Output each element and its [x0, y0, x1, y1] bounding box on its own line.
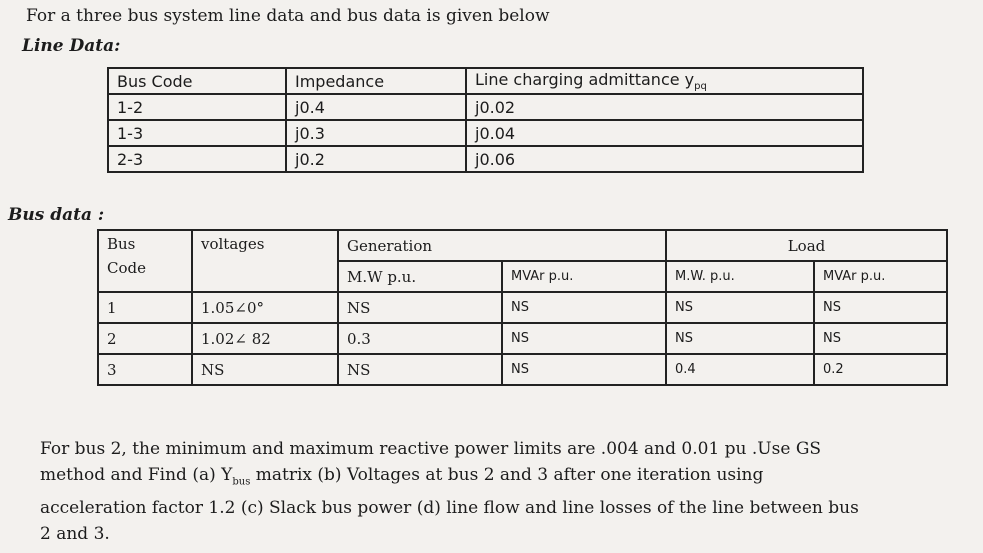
column-header-gen-mvar: MVAr p.u. [502, 261, 666, 292]
question-line: For bus 2, the minimum and maximum reactive power limits are .004 and 0.01 pu .Use GS [40, 439, 822, 459]
bus-data-table [97, 229, 948, 386]
cell-load-mw: 0.4 [666, 354, 814, 385]
cell-bus: 2 [98, 323, 192, 354]
line-charging-label: Line charging admittance y [475, 69, 695, 89]
cell-load-mw: NS [666, 323, 814, 354]
table-row [98, 292, 947, 323]
column-header-generation: Generation [338, 230, 666, 261]
line-data-table [107, 67, 864, 173]
cell-gen-mw: NS [338, 354, 502, 385]
bus-data-heading: Bus data : [8, 205, 105, 225]
question-line-part: method and Find (a) Y [40, 465, 233, 485]
table-header-row [108, 68, 863, 94]
cell-gen-mvar: NS [502, 354, 666, 385]
column-header-bus-code [98, 230, 192, 292]
question-line [40, 462, 970, 495]
cell-admittance: j0.06 [466, 146, 863, 172]
cell-voltage: NS [192, 354, 338, 385]
cell-bus-code: 1-3 [108, 120, 286, 146]
cell-gen-mw: NS [338, 292, 502, 323]
pq-subscript: pq [694, 81, 707, 93]
table-header-row [98, 230, 947, 261]
cell-impedance: j0.3 [286, 120, 466, 146]
question-line-part: matrix (b) Voltages at bus 2 and 3 after one iteration using [250, 465, 764, 485]
cell-bus-code: 1-2 [108, 94, 286, 120]
header-code: Code [107, 259, 146, 277]
table-row [108, 94, 863, 120]
question-line: 2 and 3. [40, 524, 110, 545]
cell-load-mvar: NS [814, 323, 947, 354]
header-bus: Bus [107, 235, 136, 253]
cell-gen-mw: 0.3 [338, 323, 502, 354]
cell-voltage: 1.05∠0° [192, 292, 338, 323]
column-header-load-mvar: MVAr p.u. [814, 261, 947, 292]
column-header-gen-mw: M.W p.u. [338, 261, 502, 292]
cell-load-mvar: NS [814, 292, 947, 323]
line-data-heading: Line Data: [22, 36, 121, 56]
cell-load-mvar: 0.2 [814, 354, 947, 385]
cell-admittance: j0.02 [466, 94, 863, 120]
cell-impedance: j0.4 [286, 94, 466, 120]
cell-impedance: j0.2 [286, 146, 466, 172]
question-text [40, 436, 970, 547]
cell-bus: 1 [98, 292, 192, 323]
column-header-impedance: Impedance [286, 68, 466, 94]
column-header-voltages: voltages [192, 230, 338, 292]
table-row [98, 354, 947, 385]
table-row [108, 146, 863, 172]
ybus-subscript: bus [232, 476, 251, 488]
intro-text: For a three bus system line data and bus data is given below [26, 6, 550, 26]
table-row [108, 120, 863, 146]
column-header-line-charging [466, 68, 863, 94]
column-header-load: Load [666, 230, 947, 261]
cell-bus: 3 [98, 354, 192, 385]
cell-admittance: j0.04 [466, 120, 863, 146]
table-row [98, 323, 947, 354]
cell-voltage: 1.02∠ 82 [192, 323, 338, 354]
question-line: acceleration factor 1.2 (c) Slack bus power (d) line flow and line losses of the line between bus [40, 498, 859, 519]
column-header-bus-code: Bus Code [108, 68, 286, 94]
cell-gen-mvar: NS [502, 323, 666, 354]
cell-bus-code: 2-3 [108, 146, 286, 172]
cell-gen-mvar: NS [502, 292, 666, 323]
cell-load-mw: NS [666, 292, 814, 323]
column-header-load-mw: M.W. p.u. [666, 261, 814, 292]
